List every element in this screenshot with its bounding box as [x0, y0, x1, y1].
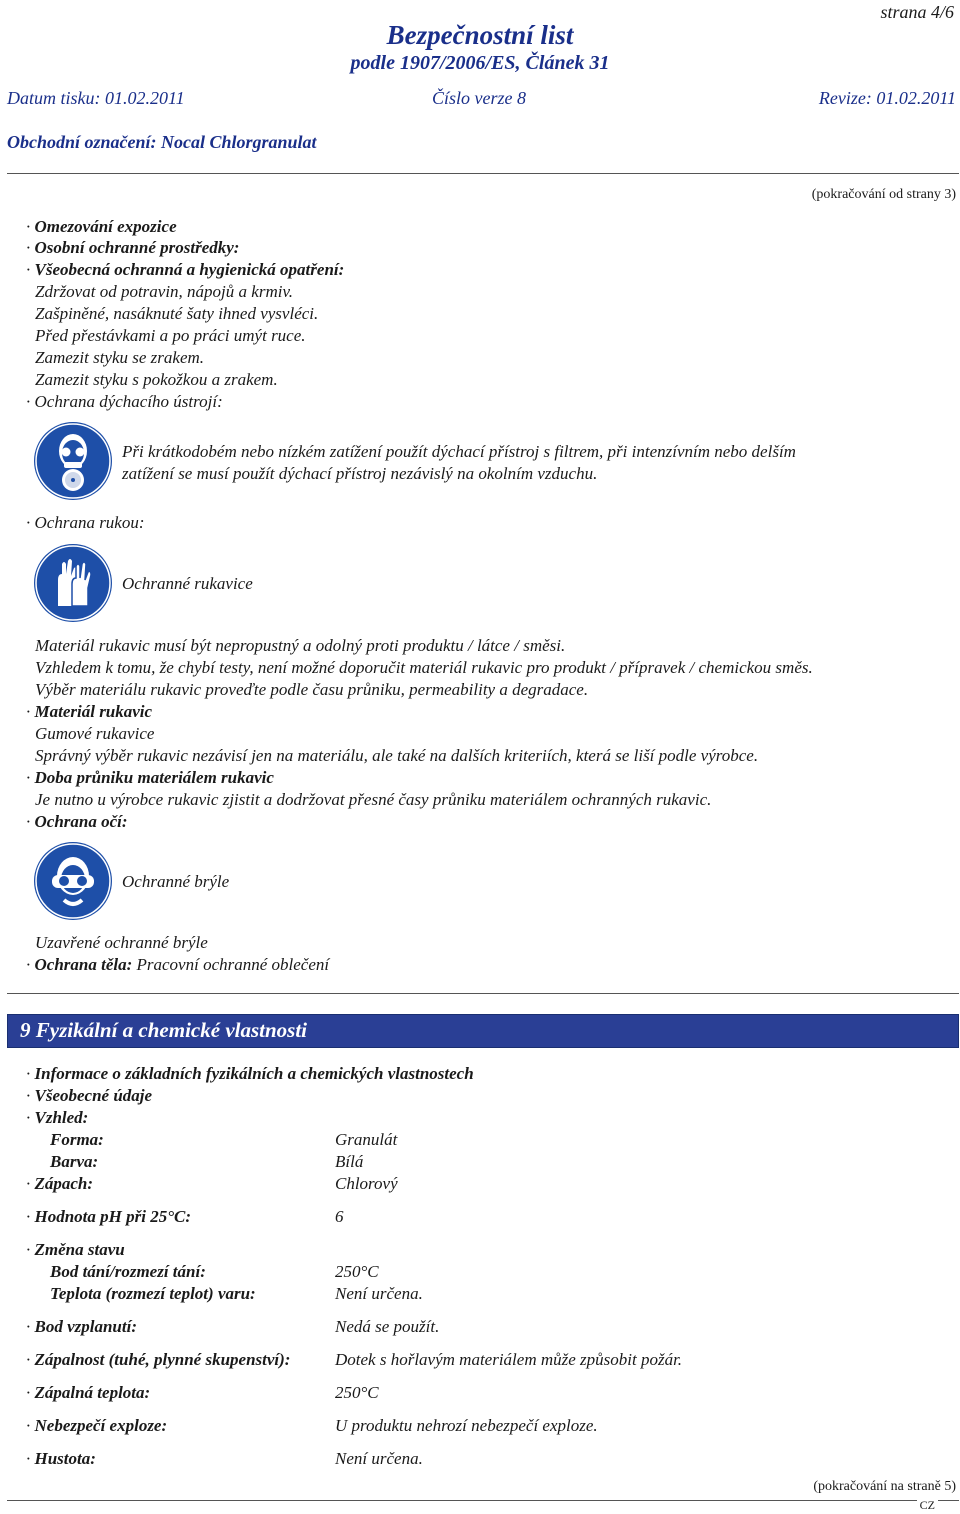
- glove-material-text-2: Správný výběr rukavic nezávisí jen na materiálu, ale také na dalších kriteriích, která se liší podle výrobce.: [35, 746, 759, 765]
- prop-flashpoint-label: · Bod vzplanutí:: [26, 1317, 137, 1336]
- hygiene-text-2: Zašpiněné, nasáknuté šaty ihned vysvléci.: [35, 304, 319, 323]
- hygiene-text-3: Před přestávkami a po práci umýt ruce.: [35, 326, 306, 345]
- eye-text: Uzavřené ochranné brýle: [35, 933, 208, 952]
- hand-text-1: Materiál rukavic musí být nepropustný a odolný proti produktu / látce / směsi.: [35, 636, 566, 655]
- prop-ph-label: · Hodnota pH při 25°C:: [26, 1207, 192, 1226]
- hygiene-text-1: Zdržovat od potravin, nápojů a krmiv.: [35, 282, 293, 301]
- respirator-icon: [34, 422, 112, 500]
- gloves-icon-label: Ochranné rukavice: [122, 574, 253, 593]
- print-date: Datum tisku: 01.02.2011: [7, 88, 185, 108]
- document-subtitle: podle 1907/2006/ES, Článek 31: [350, 52, 610, 74]
- prop-ph-value: 6: [335, 1207, 344, 1226]
- prop-boiling-label: Teplota (rozmezí teplot) varu:: [50, 1284, 256, 1303]
- hand-text-3: Výběr materiálu rukavic proveďte podle času průniku, permeability a degradace.: [35, 680, 589, 699]
- revision-date: Revize: 01.02.2011: [818, 88, 956, 108]
- trade-name: Obchodní označení: Nocal Chlorgranulat: [7, 132, 317, 152]
- hygiene-heading: · Všeobecná ochranná a hygienická opatření:: [26, 260, 345, 279]
- respiratory-text-1: Při krátkodobém nebo nízkém zatížení použít dýchací přístroj s filtrem, při intenzívním nebo delším: [122, 442, 796, 461]
- hand-protection-heading: · Ochrana rukou:: [26, 513, 145, 532]
- prop-melting-label: Bod tání/rozmezí tání:: [50, 1262, 206, 1281]
- glove-material-heading: · Materiál rukavic: [26, 702, 153, 721]
- hygiene-text-5: Zamezit styku s pokožkou a zrakem.: [35, 370, 278, 389]
- page-number: strana 4/6: [880, 2, 954, 22]
- glove-material-text-1: Gumové rukavice: [35, 724, 155, 743]
- body-protection: · Ochrana těla: Pracovní ochranné oblečení: [26, 955, 330, 974]
- respiratory-heading: · Ochrana dýchacího ústrojí:: [26, 392, 223, 411]
- prop-ignition-value: 250°C: [335, 1383, 379, 1402]
- prop-form-value: Granulát: [335, 1130, 398, 1149]
- penetration-text: Je nutno u výrobce rukavic zjistit a dodržovat přesné časy průniku materiálem ochranných rukavic.: [35, 790, 712, 809]
- prop-density-value: Není určena.: [335, 1449, 423, 1468]
- section-9-title: 9 Fyzikální a chemické vlastnosti: [20, 1018, 307, 1042]
- appearance-heading: · Vzhled:: [26, 1108, 89, 1127]
- eye-protection-heading: · Ochrana očí:: [26, 812, 128, 831]
- language-code: CZ: [917, 1498, 938, 1513]
- document-title: Bezpečnostní list: [386, 20, 574, 50]
- prop-form-label: Forma:: [50, 1130, 104, 1149]
- prop-color-label: Barva:: [50, 1152, 99, 1171]
- state-change-heading: · Změna stavu: [26, 1240, 125, 1259]
- prop-density-label: · Hustota:: [26, 1449, 96, 1468]
- footer-divider: [7, 1500, 959, 1501]
- header-divider: [7, 173, 959, 174]
- prop-explosion-value: U produktu nehrozí nebezpečí exploze.: [335, 1416, 598, 1435]
- version-number: Číslo verze 8: [432, 88, 526, 108]
- prop-boiling-value: Není určena.: [335, 1284, 423, 1303]
- section-9-info-heading: · Informace o základních fyzikálních a chemických vlastnostech: [26, 1064, 474, 1083]
- goggles-icon-label: Ochranné brýle: [122, 872, 230, 891]
- general-data-heading: · Všeobecné údaje: [26, 1086, 153, 1105]
- prop-ignition-label: · Zápalná teplota:: [26, 1383, 151, 1402]
- prop-melting-value: 250°C: [335, 1262, 379, 1281]
- section-divider: [7, 993, 959, 994]
- prop-explosion-label: · Nebezpečí exploze:: [26, 1416, 168, 1435]
- prop-flammability-label: · Zápalnost (tuhé, plynné skupenství):: [26, 1350, 291, 1369]
- prop-flashpoint-value: Nedá se použít.: [335, 1317, 440, 1336]
- section-9-header: [7, 1014, 959, 1048]
- continued-from: (pokračování od strany 3): [811, 187, 956, 202]
- prop-flammability-value: Dotek s hořlavým materiálem může způsobit požár.: [335, 1350, 683, 1369]
- hand-text-2: Vzhledem k tomu, že chybí testy, není možné doporučit materiál rukavic pro produkt / přípravek / chemickou směs.: [35, 658, 813, 677]
- respiratory-text-2: zatížení se musí použít dýchací přístroj nezávislý na okolním vzduchu.: [122, 464, 598, 483]
- penetration-heading: · Doba průniku materiálem rukavic: [26, 768, 274, 787]
- hygiene-text-4: Zamezit styku se zrakem.: [35, 348, 205, 367]
- continued-on: (pokračování na straně 5): [813, 1479, 956, 1494]
- prop-color-value: Bílá: [335, 1152, 364, 1171]
- ppe-heading: · Osobní ochranné prostředky:: [26, 238, 240, 257]
- gloves-icon: [34, 544, 112, 622]
- prop-odor-label: · Zápach:: [26, 1174, 94, 1193]
- exposure-heading: · Omezování expozice: [26, 217, 177, 236]
- prop-odor-value: Chlorový: [335, 1174, 398, 1193]
- goggles-icon: [34, 842, 112, 920]
